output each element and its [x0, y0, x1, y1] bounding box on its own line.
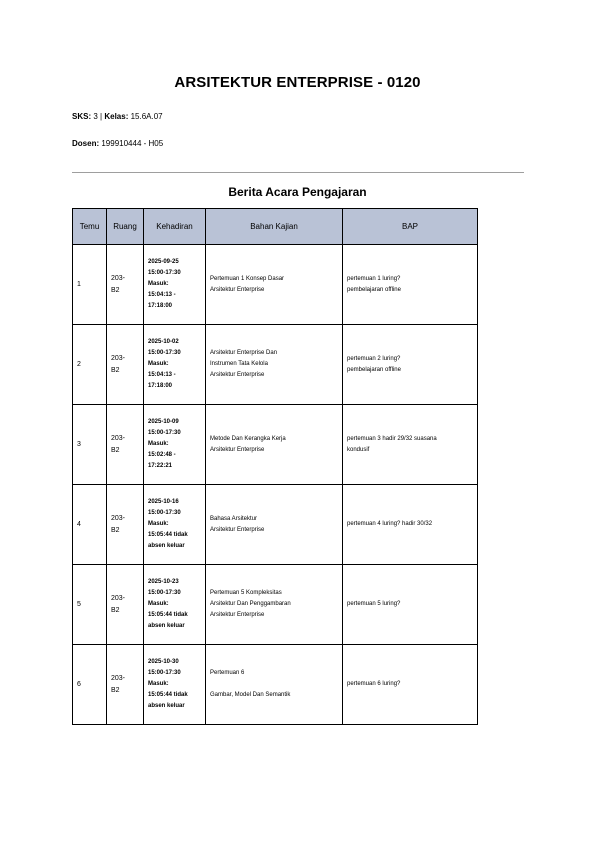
cell-temu: 4	[73, 485, 107, 565]
cell-kehadiran: 2025-10-09 15:00-17:30 Masuk: 15:02:48 - 17:22:21	[144, 405, 206, 485]
dosen-line	[72, 139, 163, 148]
cell-temu: 6	[73, 645, 107, 725]
header-ruang: Ruang	[107, 209, 144, 245]
cell-kehadiran: 2025-10-02 15:00-17:30 Masuk: 15:04:13 - 17:18:00	[144, 325, 206, 405]
cell-ruang: 203- B2	[107, 565, 144, 645]
cell-bap: pertemuan 6 luring?	[343, 645, 478, 725]
dosen-label: Dosen:	[72, 139, 100, 148]
cell-kehadiran: 2025-10-16 15:00-17:30 Masuk: 15:05:44 tidak absen keluar	[144, 485, 206, 565]
sks-label: SKS:	[72, 112, 92, 121]
cell-bap: pertemuan 3 hadir 29/32 suasana kondusif	[343, 405, 478, 485]
cell-temu: 5	[73, 565, 107, 645]
cell-ruang: 203- B2	[107, 645, 144, 725]
header-bap: BAP	[343, 209, 478, 245]
cell-temu: 1	[73, 245, 107, 325]
cell-temu: 3	[73, 405, 107, 485]
cell-kehadiran: 2025-09-25 15:00-17:30 Masuk: 15:04:13 - 17:18:00	[144, 245, 206, 325]
table-row	[73, 565, 478, 645]
cell-ruang: 203- B2	[107, 405, 144, 485]
cell-kehadiran: 2025-10-23 15:00-17:30 Masuk: 15:05:44 tidak absen keluar	[144, 565, 206, 645]
sks-kelas-line	[72, 112, 163, 121]
cell-bahan-kajian: Pertemuan 5 Kompleksitas Arsitektur Dan Penggambaran Arsitektur Enterprise	[206, 565, 343, 645]
cell-bahan-kajian: Metode Dan Kerangka Kerja Arsitektur Enterprise	[206, 405, 343, 485]
table-row	[73, 325, 478, 405]
header-kehadiran: Kehadiran	[144, 209, 206, 245]
cell-ruang: 203- B2	[107, 245, 144, 325]
cell-temu: 2	[73, 325, 107, 405]
cell-bahan-kajian: Pertemuan 1 Konsep Dasar Arsitektur Enterprise	[206, 245, 343, 325]
dosen-value: 199910444 - H05	[101, 139, 164, 148]
kelas-value: 15.6A.07	[130, 112, 163, 121]
section-title: Berita Acara Pengajaran	[228, 185, 367, 199]
cell-ruang: 203- B2	[107, 485, 144, 565]
cell-bahan-kajian: Bahasa Arsitektur Arsitektur Enterprise	[206, 485, 343, 565]
table-header-row	[73, 209, 478, 245]
cell-bap: pertemuan 2 luring? pembelajaran offline	[343, 325, 478, 405]
cell-bahan-kajian: Pertemuan 6 Gambar, Model Dan Semantik	[206, 645, 343, 725]
page-title: ARSITEKTUR ENTERPRISE - 0120	[174, 74, 421, 91]
header-bahan-kajian: Bahan Kajian	[206, 209, 343, 245]
cell-bap: pertemuan 4 luring? hadir 30/32	[343, 485, 478, 565]
table-row	[73, 485, 478, 565]
divider	[72, 172, 524, 173]
bap-table	[72, 208, 478, 725]
cell-bap: pertemuan 5 luring?	[343, 565, 478, 645]
cell-bahan-kajian: Arsitektur Enterprise Dan Instrumen Tata Kelola Arsitektur Enterprise	[206, 325, 343, 405]
header-temu: Temu	[73, 209, 107, 245]
table-row	[73, 645, 478, 725]
cell-ruang: 203- B2	[107, 325, 144, 405]
cell-kehadiran: 2025-10-30 15:00-17:30 Masuk: 15:05:44 tidak absen keluar	[144, 645, 206, 725]
sks-value: 3 |	[93, 112, 105, 121]
table-row	[73, 245, 478, 325]
table-row	[73, 405, 478, 485]
cell-bap: pertemuan 1 luring? pembelajaran offline	[343, 245, 478, 325]
kelas-label: Kelas:	[104, 112, 129, 121]
